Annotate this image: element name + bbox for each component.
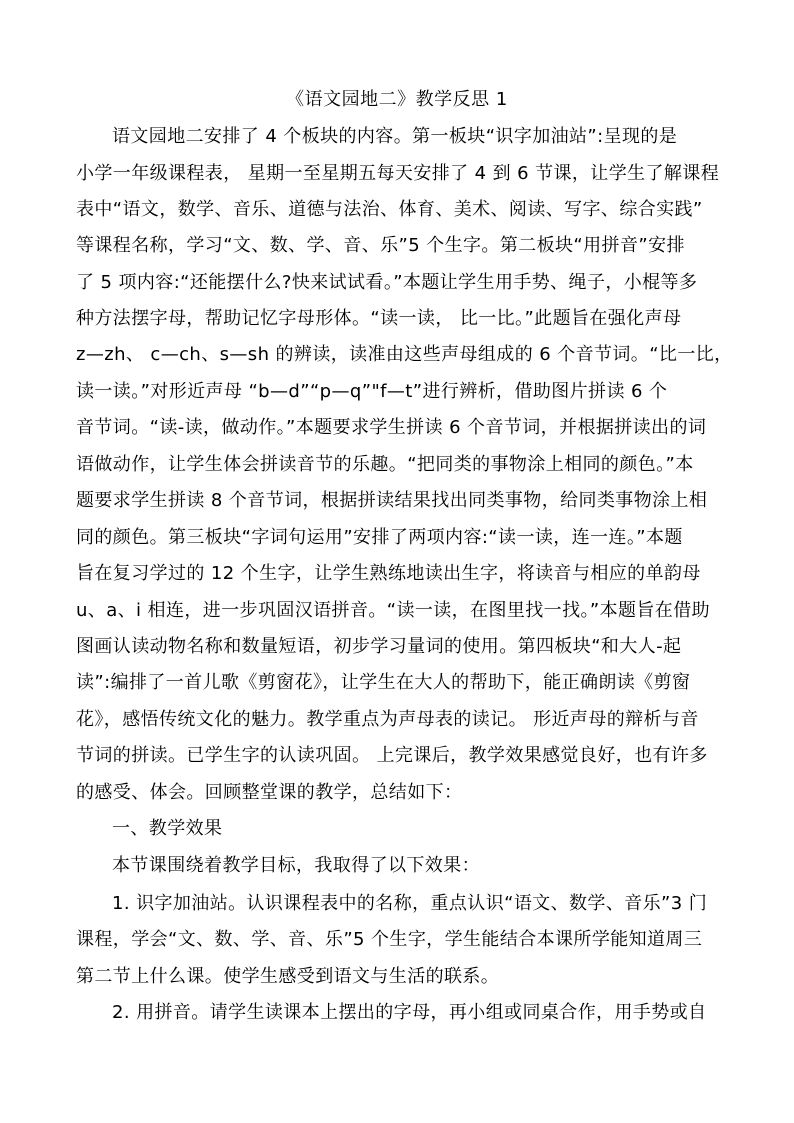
paragraph-line: 种方法摆字母，帮助记忆字母形体。“读一读， 比一比。”此题旨在强化声母	[76, 308, 682, 329]
paragraph-line: 小学一年级课程表， 星期一至星期五每天安排了 4 到 6 节课，让学生了解课程	[76, 163, 720, 184]
paragraph-line: 表中“语文，数学、音乐、道德与法治、体育、美术、阅读、写字、综合实践”	[76, 199, 703, 220]
paragraph-line: 语文园地二安排了 4 个板块的内容。第一板块“识字加油站”:呈现的是	[112, 126, 678, 147]
list-item-line: 2. 用拼音。请学生读课本上摆出的字母，再小组或同桌合作，用手势或自	[112, 1002, 707, 1023]
list-item-line: 1. 识字加油站。认识课程表中的名称，重点认识“语文、数学、音乐”3 门	[112, 893, 708, 914]
paragraph-line: 旨在复习学过的 12 个生字，让学生熟练地读出生字，将读音与相应的单韵母	[76, 563, 701, 584]
paragraph-line: 读一读。”对形近声母 “b—d”“p—q”"f—t”进行辨析，借助图片拼读 6 个	[76, 381, 668, 402]
section-heading: 一、教学效果	[112, 818, 223, 839]
paragraph-line: 音节词。“读-读，做动作。”本题要求学生拼读 6 个音节词，并根据拼读出的词	[76, 417, 707, 438]
paragraph-line: 图画认读动物名称和数量短语，初步学习量词的使用。第四板块“和大人-起	[76, 636, 682, 657]
paragraph-line: 语做动作，让学生体会拼读音节的乐趣。“把同类的事物涂上相同的颜色。”本	[76, 454, 694, 475]
list-item-line: 第二节上什么课。使学生感受到语文与生活的联系。	[76, 966, 500, 987]
paragraph-line: 读”:编排了一首儿歌《剪窗花》，让学生在大人的帮助下，能正确朗读《剪窗	[76, 672, 691, 693]
paragraph-line: 同的颜色。第三板块“字词句运用”安排了两项内容:“读一读，连一连。”本题	[76, 527, 683, 548]
paragraph-line: z—zh、 c—ch、s—sh 的辨读，读准由这些声母组成的 6 个音节词。“比一比，	[76, 344, 733, 365]
paragraph-line: 节词的拼读。已学生字的认读巩固。 上完课后，教学效果感觉良好，也有许多	[76, 745, 708, 766]
document-title: 《语文园地二》教学反思 1	[286, 89, 508, 110]
paragraph-line: 了 5 项内容:“还能摆什么?快来试试看。”本题让学生用手势、绳子，小棍等多	[76, 272, 698, 293]
intro-line: 本节课围绕着教学目标，我取得了以下效果：	[112, 855, 480, 876]
paragraph-line: 等课程名称，学习“文、数、学、音、乐”5 个生字。第二板块“用拼音”安排	[76, 235, 685, 256]
paragraph-line: 题要求学生拼读 8 个音节词，根据拼读结果找出同类事物，给同类事物涂上相	[76, 490, 708, 511]
list-item-line: 课程，学会“文、数、学、音、乐”5 个生字，学生能结合本课所学能知道周三	[76, 929, 703, 950]
paragraph-line: u、a、i 相连，进一步巩固汉语拼音。“读一读，在图里找一找。”本题旨在借助	[76, 600, 711, 621]
paragraph-line: 的感受、体会。回顾整堂课的教学，总结如下：	[76, 782, 463, 803]
paragraph-line: 花》，感悟传统文化的魅力。教学重点为声母表的读记。 形近声母的辩析与音	[76, 709, 699, 730]
